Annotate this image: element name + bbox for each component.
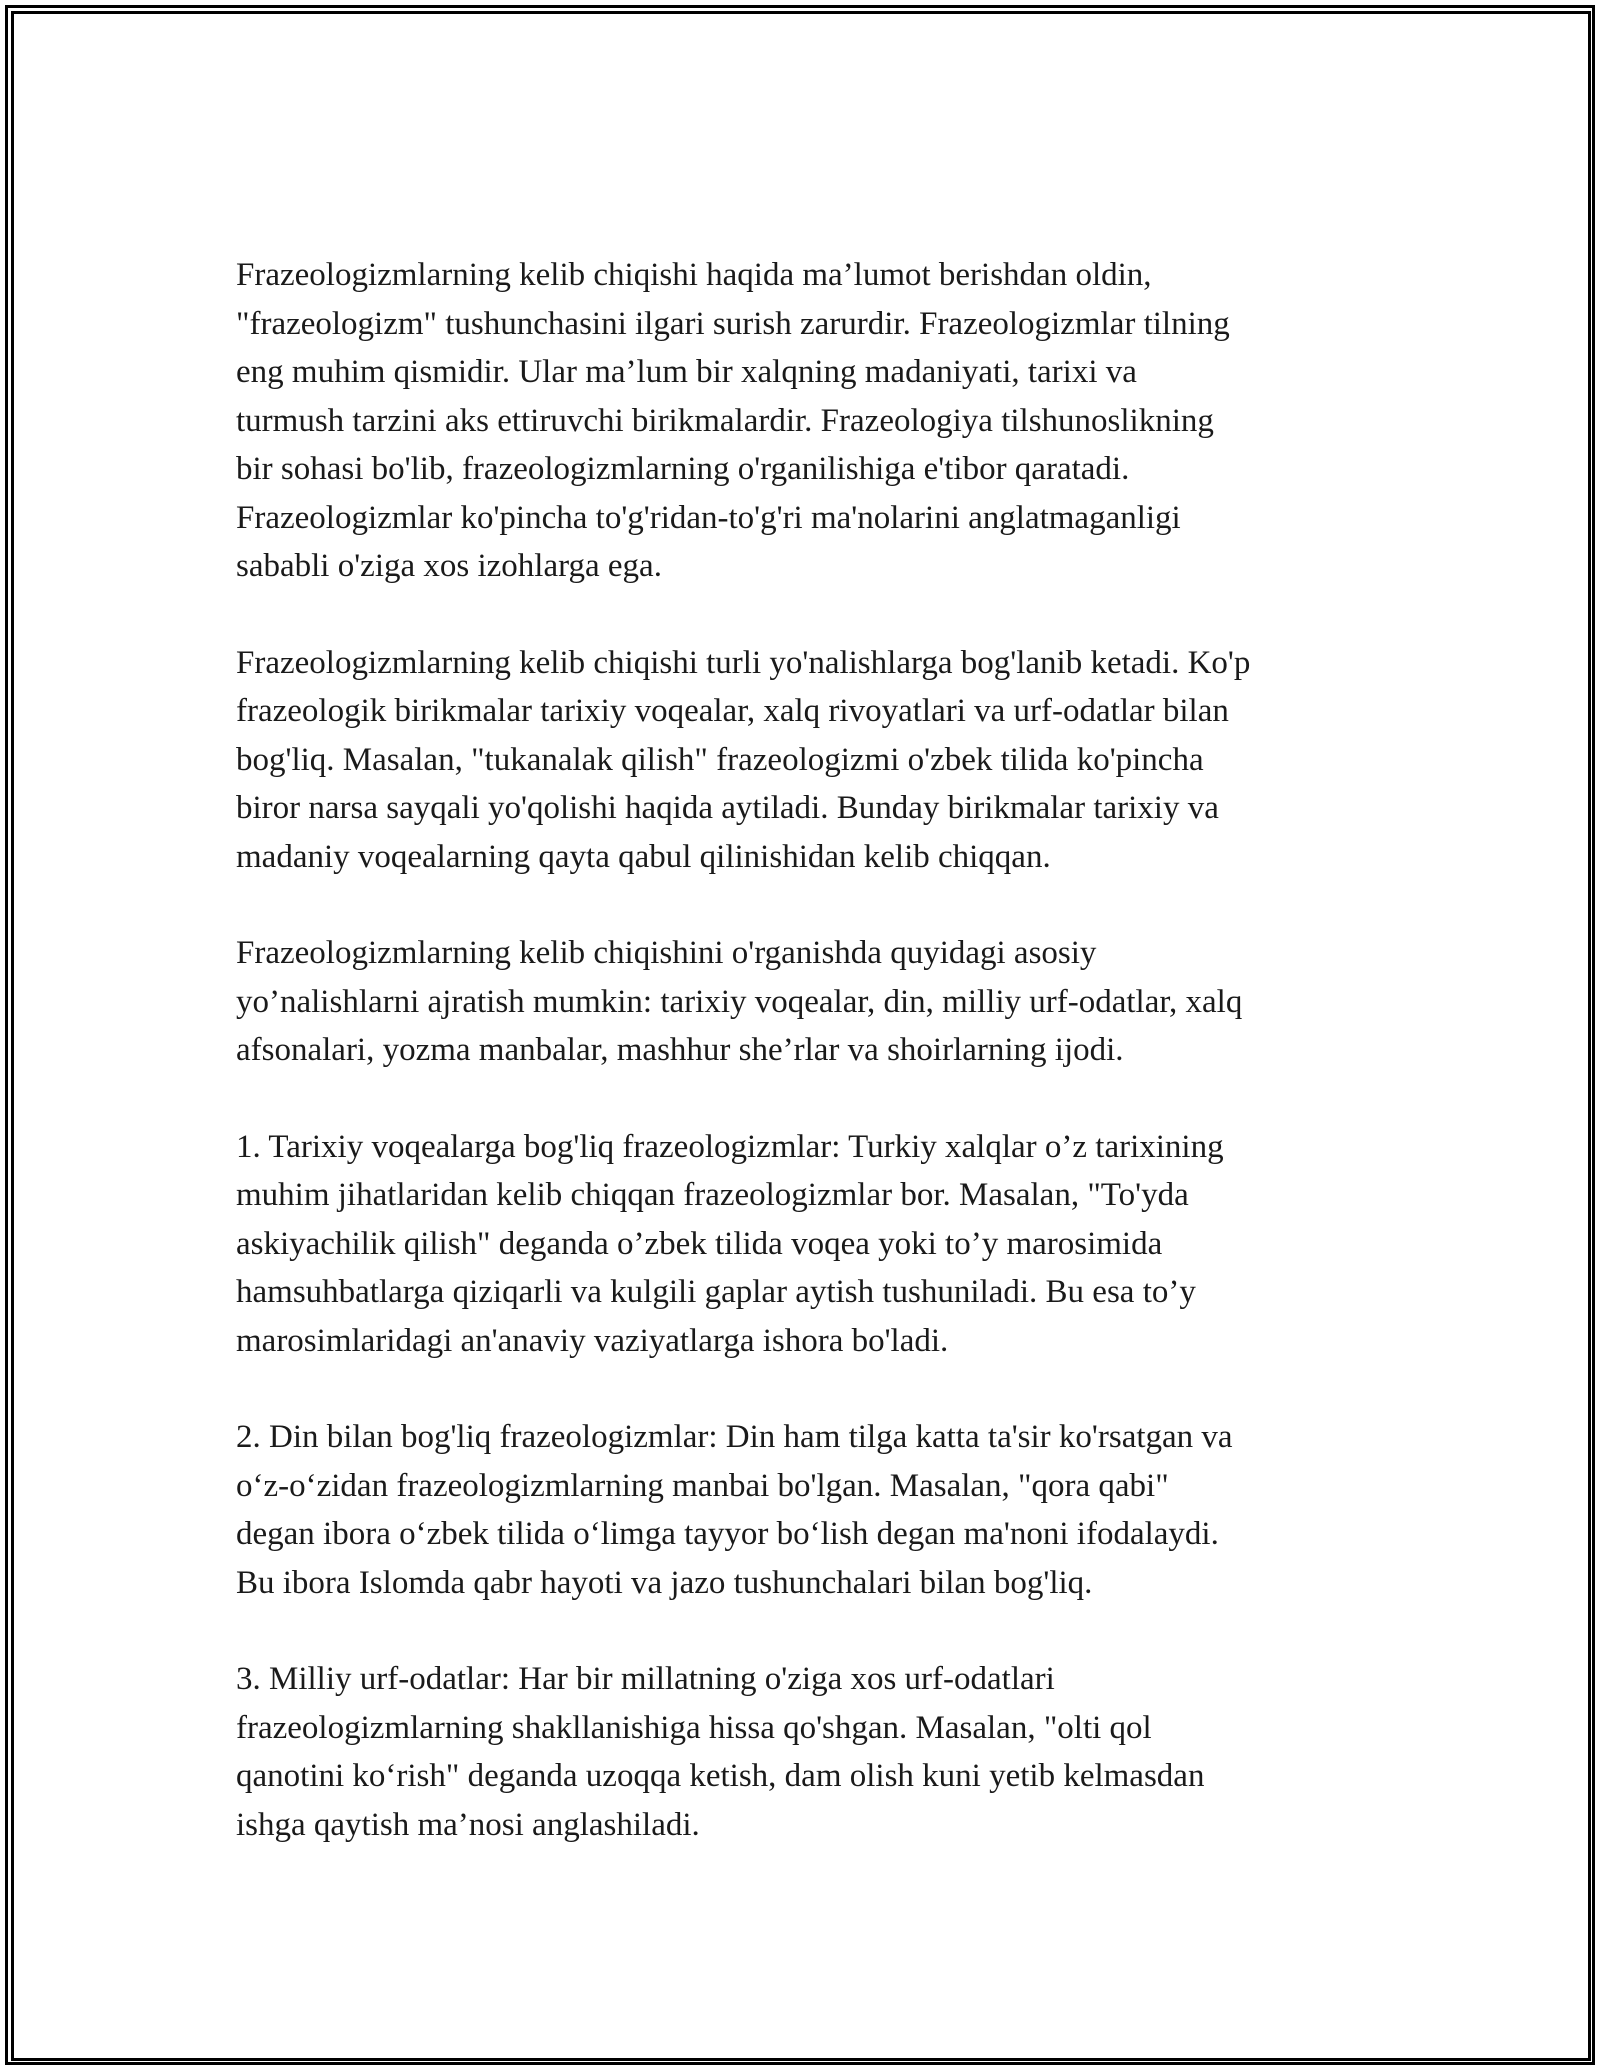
paragraph-historical-events: 1. Tarixiy voqealarga bog'liq frazeologizmlar: Turkiy xalqlar o’z tarixining muhim jihatlaridan kelib chiqqan frazeologizmlar bor. Masalan, "To'yda askiyachilik qilish" deganda o’zbek tilida voqea yoki to’y marosimida hamsuhbatlarga qiziqarli va kulgili gaplar aytish tushuniladi. Bu esa to’y marosimlaridagi an'anaviy vaziyatlarga ishora bo'ladi. (236, 1128, 1224, 1359)
paragraph-intro: Frazeologizmlarning kelib chiqishi haqida ma’lumot berishdan oldin, "frazeologizm" tushunchasini ilgari surish zarurdir. Frazeologizmlar tilning eng muhim qismidir. Ular ma’lum bir xalqning madaniyati, tarixi va turmush tarzini aks ettiruvchi birikmalardir. Frazeologiya tilshunoslikning bir sohasi bo'lib, frazeologizmlarning o'rganilishiga e'tibor qaratadi. Frazeologizmlar ko'pincha to'g'ridan-to'g'ri ma'nolarini anglatmaganligi sababli o'ziga xos izohlarga ega. (236, 257, 1230, 584)
document-body (236, 251, 1376, 1897)
paragraph-origins: Frazeologizmlarning kelib chiqishi turli yo'nalishlarga bog'lanib ketadi. Ko'p frazeologik birikmalar tarixiy voqealar, xalq rivoyatlari va urf-odatlar bilan bog'liq. Masalan, "tukanalak qilish" frazeologizmi o'zbek tilida ko'pincha biror narsa sayqali yo'qolishi haqida aytiladi. Bunday birikmalar tarixiy va madaniy voqealarning qayta qabul qilinishidan kelib chiqqan. (236, 644, 1251, 875)
paragraph-directions: Frazeologizmlarning kelib chiqishini o'rganishda quyidagi asosiy yo’nalishlarni ajratish mumkin: tarixiy voqealar, din, milliy urf-odatlar, xalq afsonalari, yozma manbalar, mashhur she’rlar va shoirlarning ijodi. (236, 935, 1243, 1068)
paragraph-national-customs: 3. Milliy urf-odatlar: Har bir millatning o'ziga xos urf-odatlari frazeologizmlarning shakllanishiga hissa qo'shgan. Masalan, "olti qol qanotini ko‘rish" deganda uzoqqa ketish, dam olish kuni yetib kelmasdan ishga qaytish ma’nosi anglashiladi. (236, 1661, 1205, 1843)
paragraph-religion: 2. Din bilan bog'liq frazeologizmlar: Din ham tilga katta ta'sir ko'rsatgan va o‘z-o‘zidan frazeologizmlarning manbai bo'lgan. Masalan, "qora qabi" degan ibora o‘zbek tilida o‘limga tayyor bo‘lish degan ma'noni ifodalaydi. Bu ibora Islomda qabr hayoti va jazo tushunchalari bilan bog'liq. (236, 1419, 1233, 1601)
